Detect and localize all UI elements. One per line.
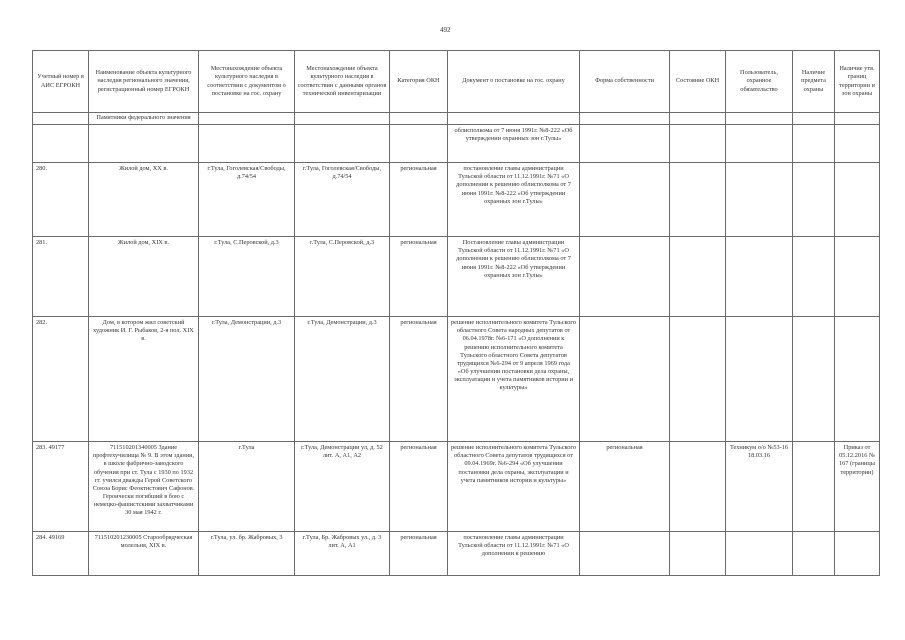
heritage-table xyxy=(32,50,880,576)
boundaries xyxy=(835,163,880,237)
state xyxy=(670,442,726,532)
location-doc: г.Тула, ул. бр. Жабровых, 3 xyxy=(199,532,295,576)
location-tech: г.Тула, Гоголевская/Свободы, д.74/54 xyxy=(295,163,390,237)
protection-subject xyxy=(793,317,835,442)
location-tech: г.Тула, Демонстрации ул, д. 52 лит. А, А1, А2 xyxy=(295,442,390,532)
ownership xyxy=(580,237,670,317)
object-name: 711510201340005 Здание профтехучилища № 9. В этом здании, в школе фабрично-заводского обучения при ст. Тула с 1930 по 1932 гг. учился дважды Герой Советского Союза Борис Феоктистович Сафонов. Героически погибший в бою с немецко-фашистскими захватчиками 30 мая 1942 г. xyxy=(89,442,199,532)
document: Постановление главы администрации Тульской области от 11.12.1991г. №71 «О дополнении к решению облисполкома от 7 июня 1991г. №8-222 «Об утверждении охранных зон г.Тулы» xyxy=(448,237,580,317)
document: решение исполнительного комитета Тульского областного Совета депутатов трудящихся от 09.04.1969г. №6-294 «Об улучшении постановки дела охраны, эксплуатации и учета памятников истории и культуры» xyxy=(448,442,580,532)
ownership xyxy=(580,163,670,237)
object-name: 711510201230005 Старообрядческая молельня, XIX в. xyxy=(89,532,199,576)
location-tech xyxy=(295,125,390,163)
document: облисполкома от 7 июня 1991г. №8-222 «Об утверждении охранных зон г.Тулы» xyxy=(448,125,580,163)
protection-subject xyxy=(793,442,835,532)
header-cell: Местонахождение объекта культурного наследия в соответствии с документом о постановке на гос. охрану xyxy=(199,51,295,113)
header-cell: Пользователь, охранное обязательство xyxy=(726,51,793,113)
category: региональная xyxy=(390,237,448,317)
category: региональная xyxy=(390,532,448,576)
header-cell: Документ о постановке на гос. охрану xyxy=(448,51,580,113)
row-number: 280. xyxy=(33,163,89,237)
protection-subject xyxy=(793,237,835,317)
user xyxy=(726,237,793,317)
header-row xyxy=(33,51,880,113)
user xyxy=(726,317,793,442)
user: Техникум о/о №53-16 18.03.16 xyxy=(726,442,793,532)
category xyxy=(390,125,448,163)
location-tech: г.Тула, Бр. Жабровых ул., д. 3 лит. А, А1 xyxy=(295,532,390,576)
category: региональная xyxy=(390,163,448,237)
header-cell: Категория ОКН xyxy=(390,51,448,113)
page-number: 492 xyxy=(440,26,451,34)
ownership xyxy=(580,125,670,163)
category: региональная xyxy=(390,442,448,532)
boundaries xyxy=(835,125,880,163)
table-row xyxy=(33,442,880,532)
location-doc: г.Тула, Демонстрации, д.3 xyxy=(199,317,295,442)
header-cell: Учетный номер в АИС ЕГРОКН xyxy=(33,51,89,113)
table-row xyxy=(33,532,880,576)
document: постановление главы администрации Тульской области от 11.12.1991г. №71 «О дополнении к решению xyxy=(448,532,580,576)
boundaries: Приказ от 05.12.2016 № 167 (границы территории) xyxy=(835,442,880,532)
state xyxy=(670,317,726,442)
object-name xyxy=(89,125,199,163)
table-row xyxy=(33,237,880,317)
boundaries xyxy=(835,317,880,442)
ownership xyxy=(580,317,670,442)
location-doc xyxy=(199,125,295,163)
header-cell: Наличие предмета охраны xyxy=(793,51,835,113)
ais-number: 49169 xyxy=(48,534,65,541)
protection-subject xyxy=(793,125,835,163)
table-row xyxy=(33,317,880,442)
row-number xyxy=(33,125,89,163)
category: региональная xyxy=(390,317,448,442)
user xyxy=(726,532,793,576)
object-name: Жилой дом, XX в. xyxy=(89,163,199,237)
state xyxy=(670,532,726,576)
ais-number: 49177 xyxy=(48,444,65,451)
boundaries xyxy=(835,237,880,317)
row-number: 282. xyxy=(33,317,89,442)
location-doc: г.Тула, Гоголевская/Свободы, д.74/54 xyxy=(199,163,295,237)
subheader-row xyxy=(33,113,880,125)
header-cell: Наименование объекта культурного наследия регионального значения, регистрационный номер ЕГРОКН xyxy=(89,51,199,113)
state xyxy=(670,125,726,163)
user xyxy=(726,163,793,237)
location-tech: г.Тула, Демонстрации, д.3 xyxy=(295,317,390,442)
object-name: Дом, в котором жил советский художник И. Г. Рыбаков, 2-я пол. XIX в. xyxy=(89,317,199,442)
location-doc: г.Тула xyxy=(199,442,295,532)
object-name: Жилой дом, XIX в. xyxy=(89,237,199,317)
header-cell: Наличие утв. границ территории и зон охраны xyxy=(835,51,880,113)
protection-subject xyxy=(793,532,835,576)
document: постановление главы администрации Тульской области от 11.12.1991г. №71 «О дополнении к решению облисполкома от 7 июня 1991г. №8-222 «Об утверждении охранных зон г.Тулы» xyxy=(448,163,580,237)
table-row xyxy=(33,125,880,163)
boundaries xyxy=(835,532,880,576)
subheader-label: Памятники федерального значения xyxy=(89,113,199,125)
table-row xyxy=(33,163,880,237)
user xyxy=(726,125,793,163)
document: решение исполнительного комитета Тульского областного Совета народных депутатов от 06.04.1978г. №6-171 «О дополнении к решению исполнительного комитета Тульского областного Совета депутатов трудящихся №6-294 от 9 апреля 1969 года «Об улучшении постановки дела охраны, эксплуатации и учета памятников истории и культуры» xyxy=(448,317,580,442)
state xyxy=(670,163,726,237)
protection-subject xyxy=(793,163,835,237)
ownership: региональная xyxy=(580,442,670,532)
location-doc: г.Тула, С.Перовской, д.3 xyxy=(199,237,295,317)
header-cell: Состояние ОКН xyxy=(670,51,726,113)
header-cell: Форма собственности xyxy=(580,51,670,113)
row-number: 281. xyxy=(33,237,89,317)
row-number: 284. xyxy=(36,534,48,541)
row-number: 283. xyxy=(36,444,48,451)
location-tech: г.Тула, С.Перовской, д.3 xyxy=(295,237,390,317)
header-cell: Местонахождение объекта культурного наследия в соответствии с данными органов технической инвентаризации xyxy=(295,51,390,113)
ownership xyxy=(580,532,670,576)
state xyxy=(670,237,726,317)
